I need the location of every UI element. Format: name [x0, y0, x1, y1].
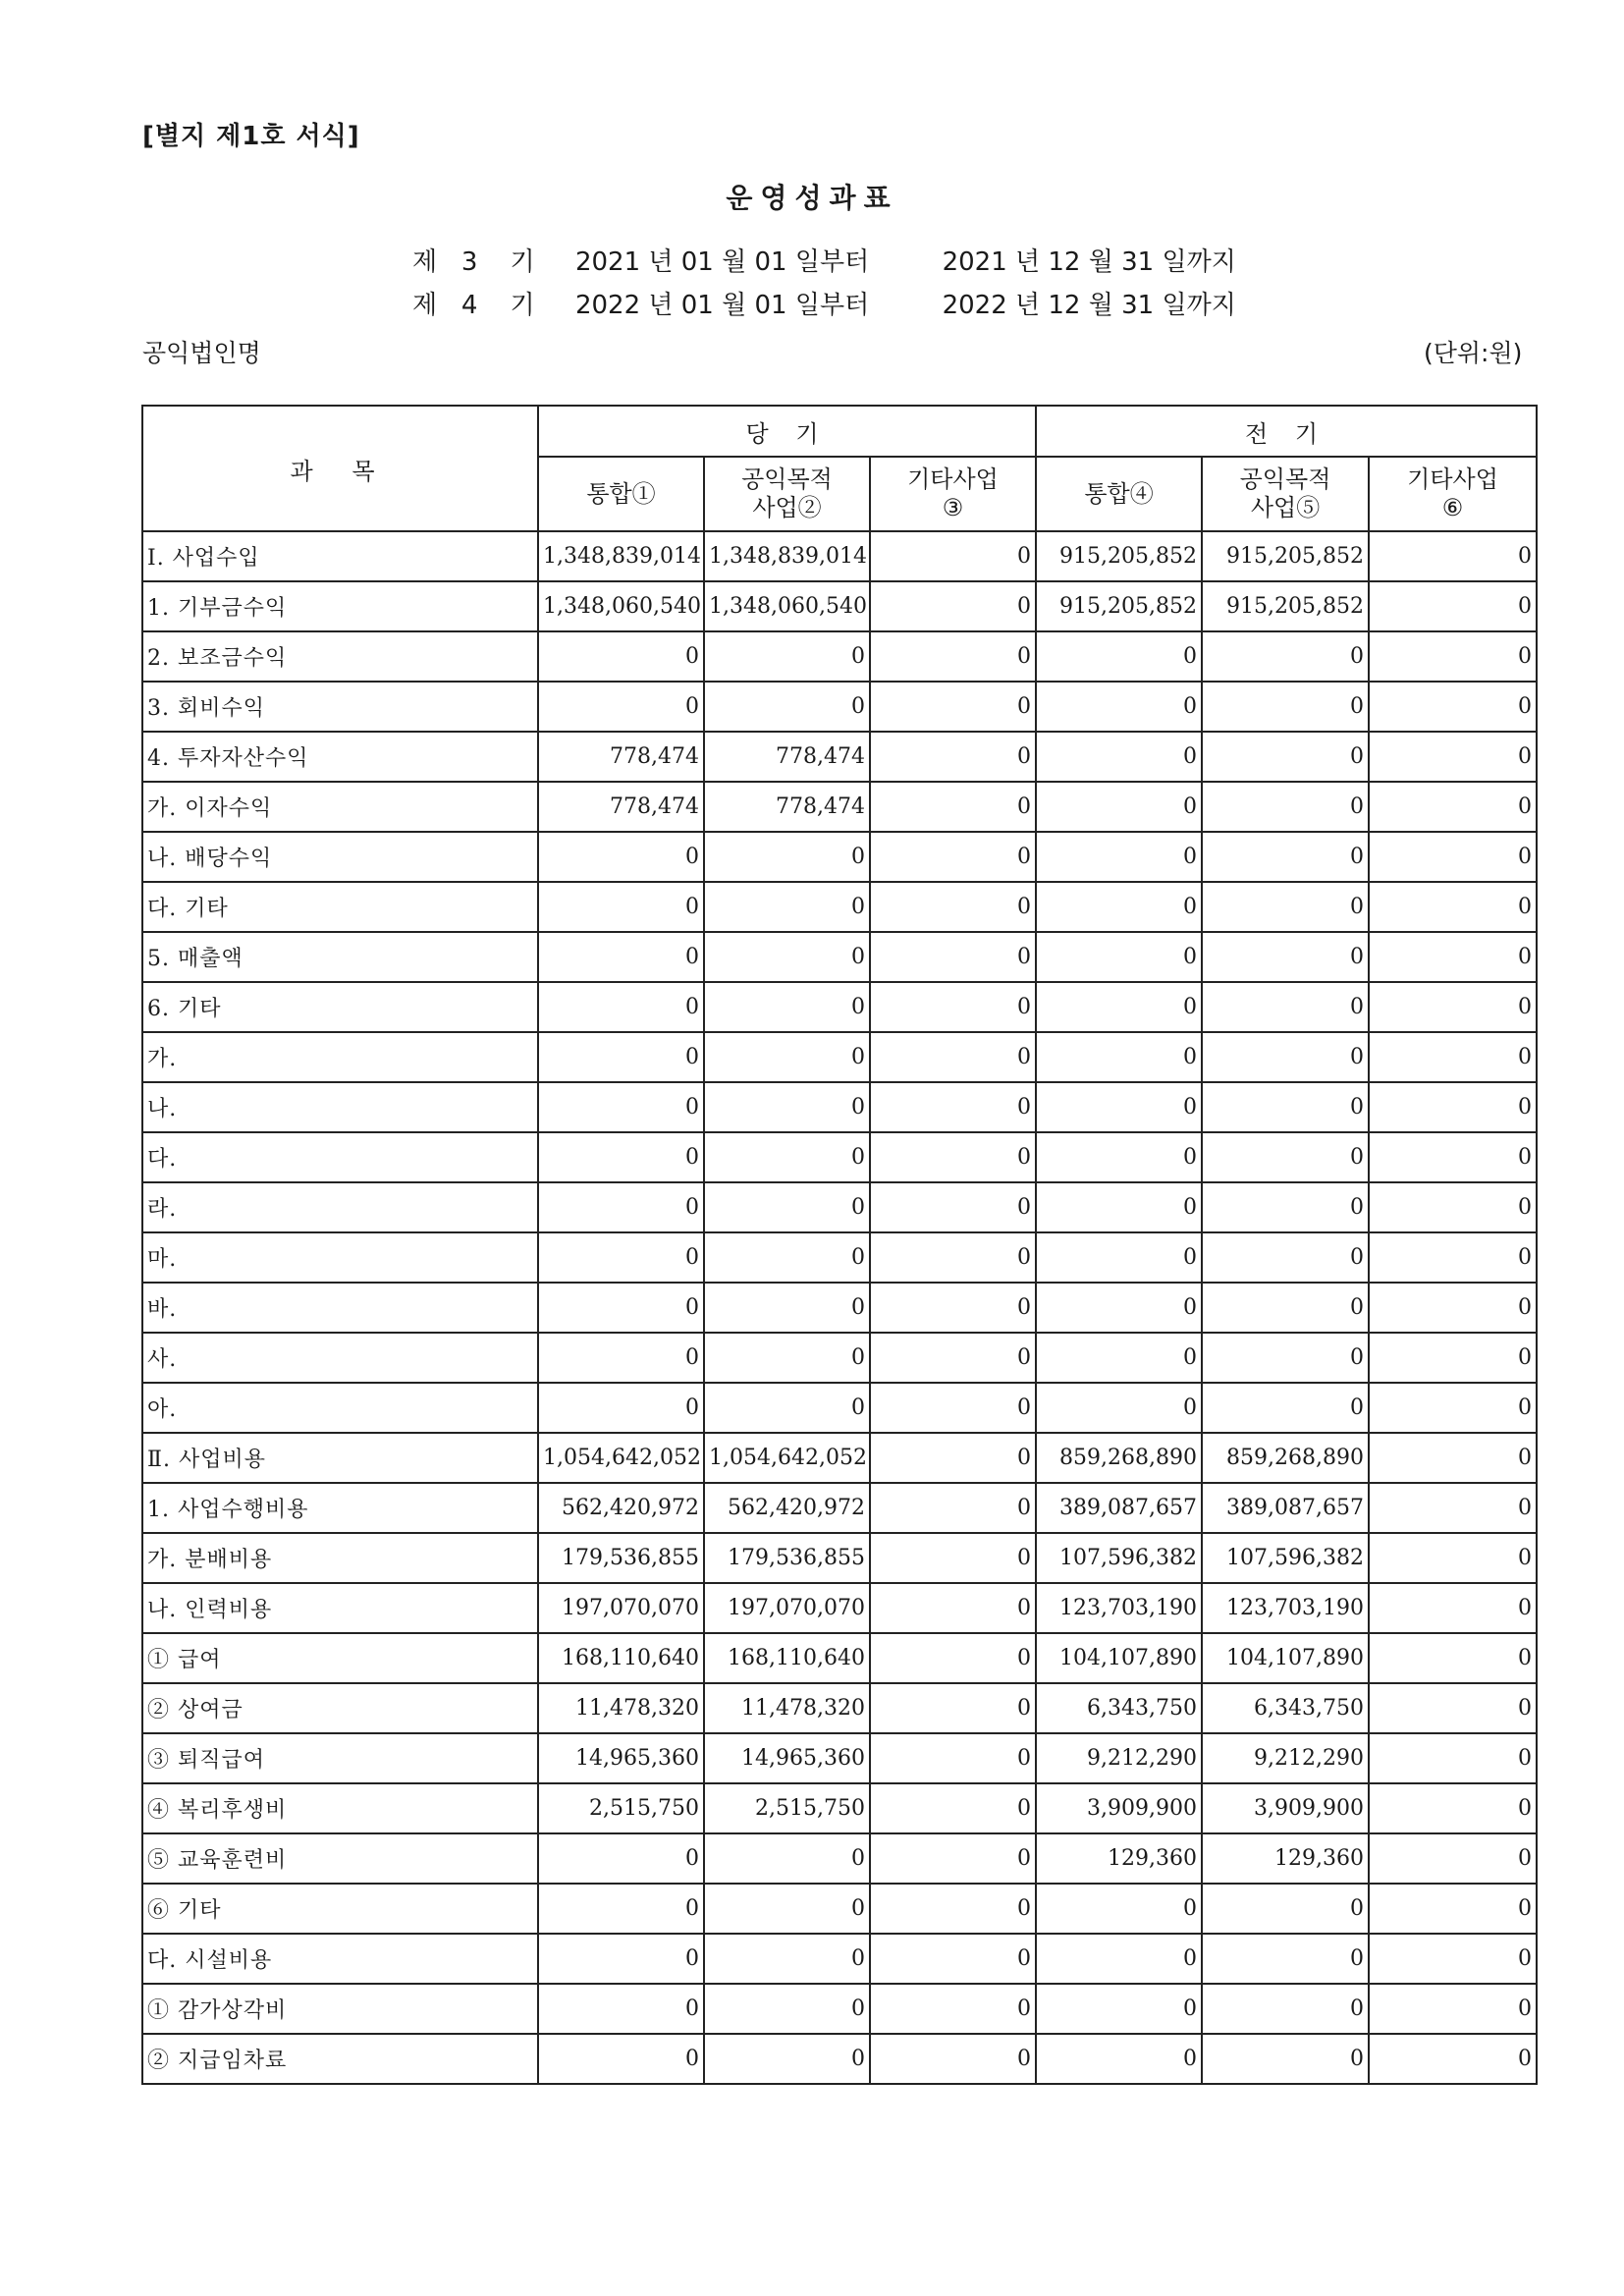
amount-cell: 0: [1369, 1182, 1537, 1232]
row-label: ③ 퇴직급여: [142, 1733, 538, 1783]
amount-cell: 0: [870, 531, 1036, 581]
amount-cell: 179,536,855: [538, 1533, 704, 1583]
amount-cell: 0: [870, 581, 1036, 631]
amount-cell: 0: [1369, 782, 1537, 832]
row-label: ⑤ 교육훈련비: [142, 1833, 538, 1884]
amount-cell: 0: [538, 682, 704, 732]
amount-cell: 0: [538, 1833, 704, 1884]
amount-cell: 0: [870, 1383, 1036, 1433]
amount-cell: 778,474: [704, 782, 870, 832]
row-label: 가. 이자수익: [142, 782, 538, 832]
table-row: [142, 882, 1537, 932]
row-label: 아.: [142, 1383, 538, 1433]
amount-cell: 0: [1036, 982, 1202, 1032]
amount-cell: 1,348,060,540: [704, 581, 870, 631]
amount-cell: 0: [1036, 882, 1202, 932]
amount-cell: 0: [1369, 832, 1537, 882]
amount-cell: 0: [1036, 1984, 1202, 2034]
amount-cell: 0: [1369, 1383, 1537, 1433]
row-label: Ⅱ. 사업비용: [142, 1433, 538, 1483]
operating-results-table: [141, 405, 1538, 2085]
table-row: [142, 832, 1537, 882]
amount-cell: 0: [1369, 1483, 1537, 1533]
amount-cell: 778,474: [704, 732, 870, 782]
subject-header: 과 목: [142, 406, 538, 531]
row-label: 다. 기타: [142, 882, 538, 932]
amount-cell: 0: [1202, 1032, 1369, 1082]
row-label: ② 지급임차료: [142, 2034, 538, 2084]
table-row: [142, 732, 1537, 782]
amount-cell: 0: [1202, 1182, 1369, 1232]
amount-cell: 1,054,642,052: [538, 1433, 704, 1483]
table-row: [142, 1984, 1537, 2034]
amount-cell: 0: [1369, 1283, 1537, 1333]
amount-cell: 0: [1202, 1283, 1369, 1333]
table-row: [142, 2034, 1537, 2084]
amount-cell: 0: [704, 1984, 870, 2034]
amount-cell: 0: [1369, 1333, 1537, 1383]
amount-cell: 168,110,640: [704, 1633, 870, 1683]
amount-cell: 0: [1202, 932, 1369, 982]
amount-cell: 0: [1202, 1082, 1369, 1132]
amount-cell: 0: [1369, 882, 1537, 932]
table-row: [142, 1583, 1537, 1633]
row-label: ④ 복리후생비: [142, 1783, 538, 1833]
amount-cell: 0: [870, 782, 1036, 832]
amount-cell: 0: [704, 631, 870, 682]
amount-cell: 107,596,382: [1202, 1533, 1369, 1583]
amount-cell: 0: [704, 1383, 870, 1433]
amount-cell: 0: [1369, 1533, 1537, 1583]
amount-cell: 0: [1369, 932, 1537, 982]
amount-cell: 0: [1369, 982, 1537, 1032]
period-line-current: 제 3 기 2021 년 01 월 01 일부터 2021 년 12 월 31 일까지: [412, 247, 1236, 277]
row-label: 가.: [142, 1032, 538, 1082]
amount-cell: 0: [1202, 2034, 1369, 2084]
amount-cell: 0: [870, 1833, 1036, 1884]
table-row: [142, 1683, 1537, 1733]
amount-cell: 0: [1036, 1232, 1202, 1283]
table-row: [142, 531, 1537, 581]
amount-cell: 0: [1369, 1984, 1537, 2034]
amount-cell: 0: [1202, 1132, 1369, 1182]
table-row: [142, 631, 1537, 682]
amount-cell: 3,909,900: [1202, 1783, 1369, 1833]
table-row: [142, 1383, 1537, 1433]
table-row: [142, 932, 1537, 982]
amount-cell: 0: [1369, 1433, 1537, 1483]
table-row: [142, 1884, 1537, 1934]
table-row: [142, 1082, 1537, 1132]
amount-cell: 0: [704, 2034, 870, 2084]
amount-cell: 0: [704, 1283, 870, 1333]
amount-cell: 0: [870, 1333, 1036, 1383]
amount-cell: 0: [1369, 1833, 1537, 1884]
amount-cell: 9,212,290: [1202, 1733, 1369, 1783]
amount-cell: 197,070,070: [704, 1583, 870, 1633]
amount-cell: 0: [1202, 1934, 1369, 1984]
amount-cell: 0: [870, 1182, 1036, 1232]
amount-cell: 0: [538, 932, 704, 982]
amount-cell: 1,348,060,540: [538, 581, 704, 631]
row-label: 나. 인력비용: [142, 1583, 538, 1633]
amount-cell: 0: [1202, 1383, 1369, 1433]
table-row: [142, 1833, 1537, 1884]
amount-cell: 0: [1369, 1583, 1537, 1633]
table-row: [142, 982, 1537, 1032]
row-label: ① 급여: [142, 1633, 538, 1683]
amount-cell: 0: [1202, 882, 1369, 932]
amount-cell: 0: [1202, 682, 1369, 732]
amount-cell: 9,212,290: [1036, 1733, 1202, 1783]
amount-cell: 0: [704, 1833, 870, 1884]
amount-cell: 915,205,852: [1202, 581, 1369, 631]
table-row: [142, 1132, 1537, 1182]
amount-cell: 0: [870, 1232, 1036, 1283]
amount-cell: 0: [1202, 1884, 1369, 1934]
amount-cell: 915,205,852: [1202, 531, 1369, 581]
amount-cell: 0: [870, 932, 1036, 982]
amount-cell: 0: [870, 732, 1036, 782]
table-row: [142, 1283, 1537, 1333]
amount-cell: 0: [538, 1984, 704, 2034]
amount-cell: 562,420,972: [704, 1483, 870, 1533]
amount-cell: 0: [1369, 1683, 1537, 1733]
amount-cell: 859,268,890: [1036, 1433, 1202, 1483]
period-line-previous: 제 4 기 2022 년 01 월 01 일부터 2022 년 12 월 31 일까지: [412, 291, 1236, 320]
amount-cell: 0: [1036, 682, 1202, 732]
amount-cell: 0: [704, 882, 870, 932]
row-label: 마.: [142, 1232, 538, 1283]
amount-cell: 0: [704, 1884, 870, 1934]
row-label: Ⅰ. 사업수입: [142, 531, 538, 581]
amount-cell: 0: [1036, 1182, 1202, 1232]
amount-cell: 0: [704, 682, 870, 732]
amount-cell: 0: [870, 1984, 1036, 2034]
amount-cell: 0: [870, 2034, 1036, 2084]
form-label: [별지 제1호 서식]: [142, 122, 360, 151]
amount-cell: 0: [704, 1032, 870, 1082]
amount-cell: 0: [1036, 1132, 1202, 1182]
amount-cell: 0: [1036, 1383, 1202, 1433]
amount-cell: 0: [1369, 581, 1537, 631]
row-label: 바.: [142, 1283, 538, 1333]
amount-cell: 0: [1369, 2034, 1537, 2084]
corporation-name-label: 공익법인명: [142, 339, 261, 367]
amount-cell: 915,205,852: [1036, 531, 1202, 581]
amount-cell: 389,087,657: [1036, 1483, 1202, 1533]
amount-cell: 0: [870, 1433, 1036, 1483]
amount-cell: 0: [870, 882, 1036, 932]
amount-cell: 0: [1036, 1283, 1202, 1333]
amount-cell: 0: [870, 1132, 1036, 1182]
amount-cell: 3,909,900: [1036, 1783, 1202, 1833]
table-row: [142, 782, 1537, 832]
amount-cell: 0: [870, 1934, 1036, 1984]
amount-cell: 0: [1036, 832, 1202, 882]
amount-cell: 1,054,642,052: [704, 1433, 870, 1483]
amount-cell: 14,965,360: [538, 1733, 704, 1783]
amount-cell: 0: [1036, 2034, 1202, 2084]
amount-cell: 0: [870, 1884, 1036, 1934]
amount-cell: 0: [1369, 1934, 1537, 1984]
amount-cell: 0: [870, 1032, 1036, 1082]
table-row: [142, 1733, 1537, 1783]
column-header: 기타사업 ③: [870, 457, 1036, 531]
amount-cell: 0: [538, 1132, 704, 1182]
amount-cell: 0: [538, 1032, 704, 1082]
amount-cell: 0: [538, 1884, 704, 1934]
amount-cell: 0: [704, 1182, 870, 1232]
amount-cell: 0: [538, 2034, 704, 2084]
amount-cell: 0: [1369, 631, 1537, 682]
row-label: 3. 회비수익: [142, 682, 538, 732]
amount-cell: 0: [538, 1383, 704, 1433]
amount-cell: 0: [704, 932, 870, 982]
amount-cell: 0: [1369, 1884, 1537, 1934]
row-label: 5. 매출액: [142, 932, 538, 982]
amount-cell: 0: [1369, 1232, 1537, 1283]
amount-cell: 562,420,972: [538, 1483, 704, 1533]
amount-cell: 6,343,750: [1036, 1683, 1202, 1733]
row-label: 다. 시설비용: [142, 1934, 538, 1984]
amount-cell: 129,360: [1202, 1833, 1369, 1884]
amount-cell: 123,703,190: [1036, 1583, 1202, 1633]
amount-cell: 14,965,360: [704, 1733, 870, 1783]
amount-cell: 0: [1202, 1984, 1369, 2034]
amount-cell: 0: [1202, 732, 1369, 782]
amount-cell: 0: [1369, 682, 1537, 732]
table-row: [142, 1533, 1537, 1583]
amount-cell: 0: [704, 1934, 870, 1984]
amount-cell: 0: [1202, 832, 1369, 882]
amount-cell: 2,515,750: [704, 1783, 870, 1833]
amount-cell: 0: [538, 1283, 704, 1333]
column-header: 통합④: [1036, 457, 1202, 531]
row-label: 가. 분배비용: [142, 1533, 538, 1583]
amount-cell: 0: [1202, 631, 1369, 682]
column-header: 기타사업 ⑥: [1369, 457, 1537, 531]
amount-cell: 104,107,890: [1202, 1633, 1369, 1683]
amount-cell: 0: [1036, 1934, 1202, 1984]
amount-cell: 1,348,839,014: [538, 531, 704, 581]
amount-cell: 0: [704, 832, 870, 882]
table-row: [142, 1182, 1537, 1232]
amount-cell: 104,107,890: [1036, 1633, 1202, 1683]
amount-cell: 2,515,750: [538, 1783, 704, 1833]
amount-cell: 859,268,890: [1202, 1433, 1369, 1483]
amount-cell: 778,474: [538, 732, 704, 782]
amount-cell: 778,474: [538, 782, 704, 832]
amount-cell: 0: [538, 1232, 704, 1283]
amount-cell: 0: [538, 1182, 704, 1232]
row-label: ⑥ 기타: [142, 1884, 538, 1934]
table-row: [142, 1333, 1537, 1383]
table-row: [142, 1483, 1537, 1533]
previous-period-header: 전 기: [1036, 406, 1537, 457]
amount-cell: 0: [1036, 1082, 1202, 1132]
amount-cell: 0: [1036, 1032, 1202, 1082]
table-row: [142, 682, 1537, 732]
amount-cell: 0: [870, 1733, 1036, 1783]
row-label: 6. 기타: [142, 982, 538, 1032]
amount-cell: 0: [1369, 1733, 1537, 1783]
amount-cell: 179,536,855: [704, 1533, 870, 1583]
amount-cell: 0: [704, 982, 870, 1032]
row-label: 다.: [142, 1132, 538, 1182]
amount-cell: 0: [1036, 932, 1202, 982]
amount-cell: 0: [1369, 1633, 1537, 1683]
amount-cell: 11,478,320: [538, 1683, 704, 1733]
amount-cell: 0: [538, 1082, 704, 1132]
amount-cell: 0: [870, 1683, 1036, 1733]
table-row: [142, 1433, 1537, 1483]
amount-cell: 0: [1036, 1333, 1202, 1383]
amount-cell: 0: [704, 1333, 870, 1383]
amount-cell: 11,478,320: [704, 1683, 870, 1733]
table-row: [142, 1032, 1537, 1082]
table-row: [142, 1232, 1537, 1283]
amount-cell: 915,205,852: [1036, 581, 1202, 631]
row-label: 라.: [142, 1182, 538, 1232]
amount-cell: 0: [704, 1232, 870, 1283]
amount-cell: 0: [1369, 531, 1537, 581]
amount-cell: 0: [870, 682, 1036, 732]
row-label: 사.: [142, 1333, 538, 1383]
amount-cell: 0: [870, 1583, 1036, 1633]
amount-cell: 0: [538, 882, 704, 932]
column-header: 공익목적 사업⑤: [1202, 457, 1369, 531]
amount-cell: 0: [1202, 982, 1369, 1032]
row-label: 나.: [142, 1082, 538, 1132]
amount-cell: 0: [1202, 1232, 1369, 1283]
amount-cell: 1,348,839,014: [704, 531, 870, 581]
amount-cell: 0: [870, 1533, 1036, 1583]
amount-cell: 0: [870, 1783, 1036, 1833]
amount-cell: 168,110,640: [538, 1633, 704, 1683]
row-label: ① 감가상각비: [142, 1984, 538, 2034]
amount-cell: 0: [1036, 732, 1202, 782]
row-label: 1. 기부금수익: [142, 581, 538, 631]
amount-cell: 0: [1202, 782, 1369, 832]
amount-cell: 0: [538, 631, 704, 682]
amount-cell: 0: [1369, 1082, 1537, 1132]
amount-cell: 123,703,190: [1202, 1583, 1369, 1633]
current-period-header: 당 기: [538, 406, 1036, 457]
amount-cell: 0: [538, 832, 704, 882]
row-label: 나. 배당수익: [142, 832, 538, 882]
unit-label: (단위:원): [1424, 339, 1523, 367]
amount-cell: 0: [870, 1283, 1036, 1333]
amount-cell: 0: [1369, 1032, 1537, 1082]
amount-cell: 0: [1036, 631, 1202, 682]
amount-cell: 0: [704, 1082, 870, 1132]
amount-cell: 0: [870, 1483, 1036, 1533]
amount-cell: 0: [1369, 732, 1537, 782]
amount-cell: 0: [1202, 1333, 1369, 1383]
column-header: 통합①: [538, 457, 704, 531]
row-label: 4. 투자자산수익: [142, 732, 538, 782]
amount-cell: 0: [704, 1132, 870, 1182]
row-label: ② 상여금: [142, 1683, 538, 1733]
amount-cell: 107,596,382: [1036, 1533, 1202, 1583]
amount-cell: 0: [538, 1934, 704, 1984]
amount-cell: 0: [1036, 1884, 1202, 1934]
amount-cell: 0: [1369, 1783, 1537, 1833]
amount-cell: 389,087,657: [1202, 1483, 1369, 1533]
document-title: 운영성과표: [726, 182, 898, 214]
amount-cell: 6,343,750: [1202, 1683, 1369, 1733]
amount-cell: 129,360: [1036, 1833, 1202, 1884]
amount-cell: 0: [870, 982, 1036, 1032]
amount-cell: 0: [1036, 782, 1202, 832]
table-row: [142, 581, 1537, 631]
column-header: 공익목적 사업②: [704, 457, 870, 531]
amount-cell: 0: [870, 1633, 1036, 1683]
table-body: [142, 531, 1537, 2084]
amount-cell: 0: [870, 631, 1036, 682]
table-row: [142, 1633, 1537, 1683]
amount-cell: 0: [538, 1333, 704, 1383]
amount-cell: 0: [538, 982, 704, 1032]
row-label: 1. 사업수행비용: [142, 1483, 538, 1533]
table-row: [142, 1783, 1537, 1833]
amount-cell: 0: [870, 1082, 1036, 1132]
amount-cell: 197,070,070: [538, 1583, 704, 1633]
amount-cell: 0: [1369, 1132, 1537, 1182]
amount-cell: 0: [870, 832, 1036, 882]
table-row: [142, 1934, 1537, 1984]
row-label: 2. 보조금수익: [142, 631, 538, 682]
